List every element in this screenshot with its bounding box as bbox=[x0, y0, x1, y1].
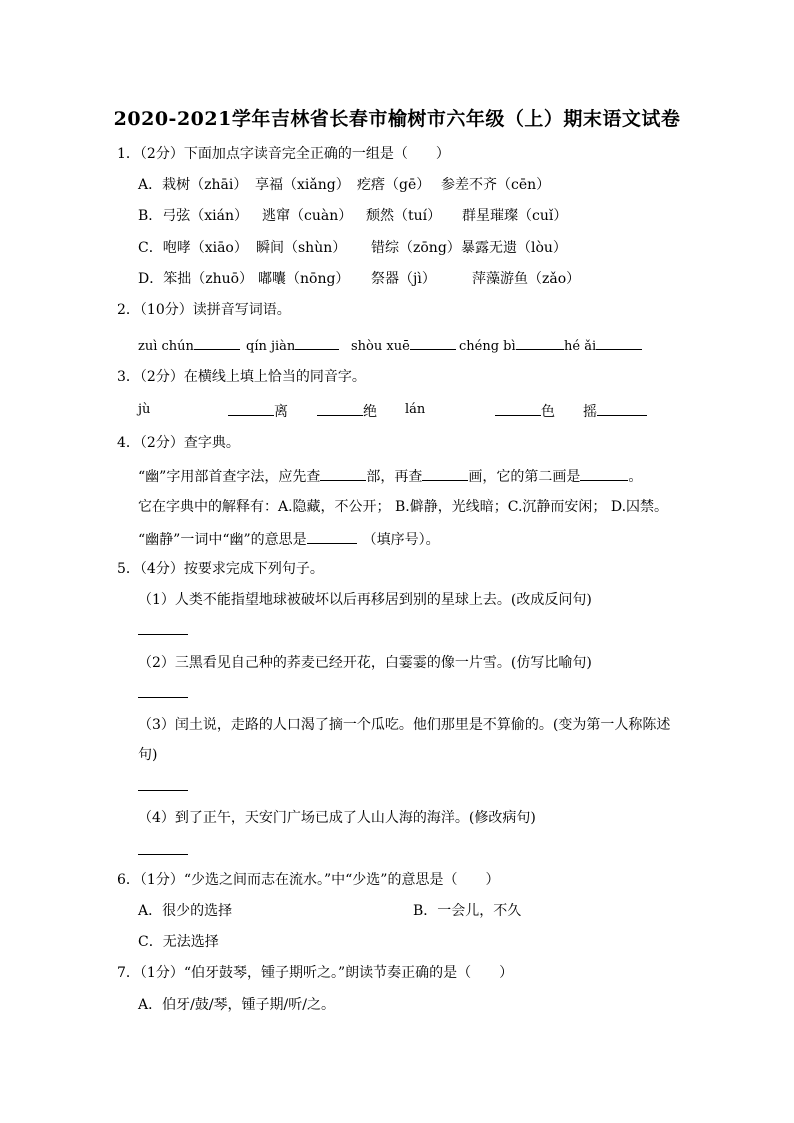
q5-sentence-3a: （3）闰土说，走路的人口渴了摘一个瓜吃。他们那里是不算偷的。(变为第一人称陈述 bbox=[138, 717, 671, 733]
q1-option-a-3: 疙瘩（gē） bbox=[357, 177, 431, 193]
q2-item-3 bbox=[351, 335, 456, 356]
q3-blank-2[interactable] bbox=[317, 401, 363, 416]
q2-blank-2[interactable] bbox=[295, 335, 339, 350]
q4-text-3a: “幽静”一词中“幽”的意思是 bbox=[138, 532, 307, 548]
q2-stem: 2．（10分）读拼音写词语。 bbox=[117, 302, 291, 318]
q5-answer-line-3[interactable] bbox=[138, 790, 188, 791]
q2-blank-4[interactable] bbox=[516, 335, 564, 350]
q5-answer-line-4[interactable] bbox=[138, 854, 188, 855]
q5-sentence-4: （4）到了正午，天安门广场已成了人山人海的海洋。(修改病句) bbox=[138, 810, 536, 826]
q1-option-a-1: A．栽树（zhāi） bbox=[138, 177, 248, 193]
q1-option-d-3: 祭器（jì） bbox=[371, 271, 436, 287]
q1-option-d-2: 嘟囔（nōng） bbox=[258, 271, 350, 287]
q3-item-3 bbox=[495, 401, 555, 421]
q3-char-1: 离 bbox=[274, 404, 288, 420]
q7-option-a: A．伯牙/鼓/琴，锺子期/听/之。 bbox=[138, 997, 335, 1013]
q2-item-1 bbox=[138, 335, 240, 356]
q3-blank-1[interactable] bbox=[228, 401, 274, 416]
q5-sentence-3b: 句) bbox=[138, 747, 158, 763]
q4-blank-1[interactable] bbox=[320, 466, 366, 481]
q4-line-1 bbox=[138, 466, 642, 486]
q4-text-1d: 。 bbox=[628, 469, 643, 485]
q2-blank-3[interactable] bbox=[410, 335, 456, 350]
q2-item-5 bbox=[564, 335, 642, 356]
q1-option-d-4: 萍藻游鱼（zǎo） bbox=[472, 271, 581, 287]
q4-blank-4[interactable] bbox=[307, 529, 357, 544]
q1-option-c-1: C．咆哮（xiāo） bbox=[138, 240, 248, 256]
q4-line-2: 它在字典中的解释有：A.隐藏，不公开； B.僻静，光线暗；C.沉静而安闲； D.囚禁。 bbox=[138, 499, 669, 515]
q5-sentence-2: （2）三黑看见自己种的荞麦已经开花，白霎霎的像一片雪。(仿写比喻句) bbox=[138, 655, 592, 671]
q1-option-c-3: 错综（zōng） bbox=[371, 240, 461, 256]
q4-stem: 4．（2分）查字典。 bbox=[117, 435, 240, 451]
q2-blank-1[interactable] bbox=[194, 335, 240, 350]
q4-line-3 bbox=[138, 529, 440, 549]
q6-option-c: C．无法选择 bbox=[138, 934, 219, 950]
q2-pinyin-1: zuì chún bbox=[138, 339, 194, 354]
q1-option-a-4: 参差不齐（cēn） bbox=[441, 177, 551, 193]
q6-option-b: B．一会儿，不久 bbox=[413, 903, 522, 919]
q4-blank-3[interactable] bbox=[580, 466, 628, 481]
q1-option-d-1: D．笨拙（zhuō） bbox=[138, 271, 254, 287]
q5-answer-line-2[interactable] bbox=[138, 697, 188, 698]
q3-blank-4[interactable] bbox=[597, 401, 647, 416]
q4-text-3b: （填序号）。 bbox=[362, 532, 440, 548]
q6-option-a: A．很少的选择 bbox=[138, 903, 233, 919]
q4-text-1c: 画，它的第二画是 bbox=[468, 469, 581, 485]
q1-stem: 1．（2分）下面加点字读音完全正确的一组是（ ） bbox=[117, 146, 450, 162]
q5-stem: 5．（4分）按要求完成下列句子。 bbox=[117, 561, 324, 577]
q5-answer-line-1[interactable] bbox=[138, 634, 188, 635]
q3-char-2: 绝 bbox=[363, 404, 377, 420]
q3-item-2 bbox=[317, 401, 377, 421]
q1-option-a-2: 享福（xiǎng） bbox=[255, 177, 350, 193]
q4-text-1a: “幽”字用部首查字法，应先查 bbox=[138, 469, 321, 485]
q2-pinyin-2: qín jiàn bbox=[246, 339, 296, 354]
q4-text-1b: 部，再查 bbox=[366, 469, 423, 485]
q2-item-2 bbox=[246, 335, 339, 356]
exam-title: 2020-2021学年吉林省长春市榆树市六年级（上）期末语文试卷 bbox=[113, 108, 681, 130]
q4-blank-2[interactable] bbox=[422, 466, 468, 481]
q1-option-c-4: 暴露无遗（lòu） bbox=[461, 240, 567, 256]
q3-pinyin-ju: jù bbox=[138, 402, 151, 417]
q1-option-b-4: 群星璀璨（cuǐ） bbox=[462, 208, 568, 224]
q3-blank-3[interactable] bbox=[495, 401, 541, 416]
q1-option-b-1: B．弓弦（xián） bbox=[138, 208, 249, 224]
q2-item-4 bbox=[459, 335, 564, 356]
q3-char-4: 摇 bbox=[583, 404, 597, 420]
q6-stem: 6．（1分）“少选之间而志在流水。”中“少选”的意思是（ ） bbox=[117, 872, 500, 888]
q3-char-3: 色 bbox=[541, 404, 555, 420]
q1-option-b-2: 逃窜（cuàn） bbox=[262, 208, 353, 224]
q3-item-1 bbox=[228, 401, 288, 421]
q2-pinyin-4: chéng bì bbox=[459, 339, 516, 354]
q1-option-c-2: 瞬间（shùn） bbox=[256, 240, 347, 256]
q7-stem: 7．（1分）“伯牙鼓琴，锺子期听之。”朗读节奏正确的是（ ） bbox=[117, 965, 514, 981]
q2-pinyin-3: shòu xuē bbox=[351, 339, 410, 354]
q3-item-4 bbox=[583, 401, 647, 421]
q2-blank-5[interactable] bbox=[596, 335, 642, 350]
q1-option-b-3: 颓然（tuí） bbox=[366, 208, 442, 224]
q3-stem: 3．（2分）在横线上填上恰当的同音字。 bbox=[117, 369, 366, 385]
q5-sentence-1: （1）人类不能指望地球被破坏以后再移居到别的星球上去。(改成反问句) bbox=[138, 592, 592, 608]
q2-pinyin-5: hé ǎi bbox=[564, 339, 597, 354]
q3-pinyin-lan: lán bbox=[405, 402, 426, 417]
